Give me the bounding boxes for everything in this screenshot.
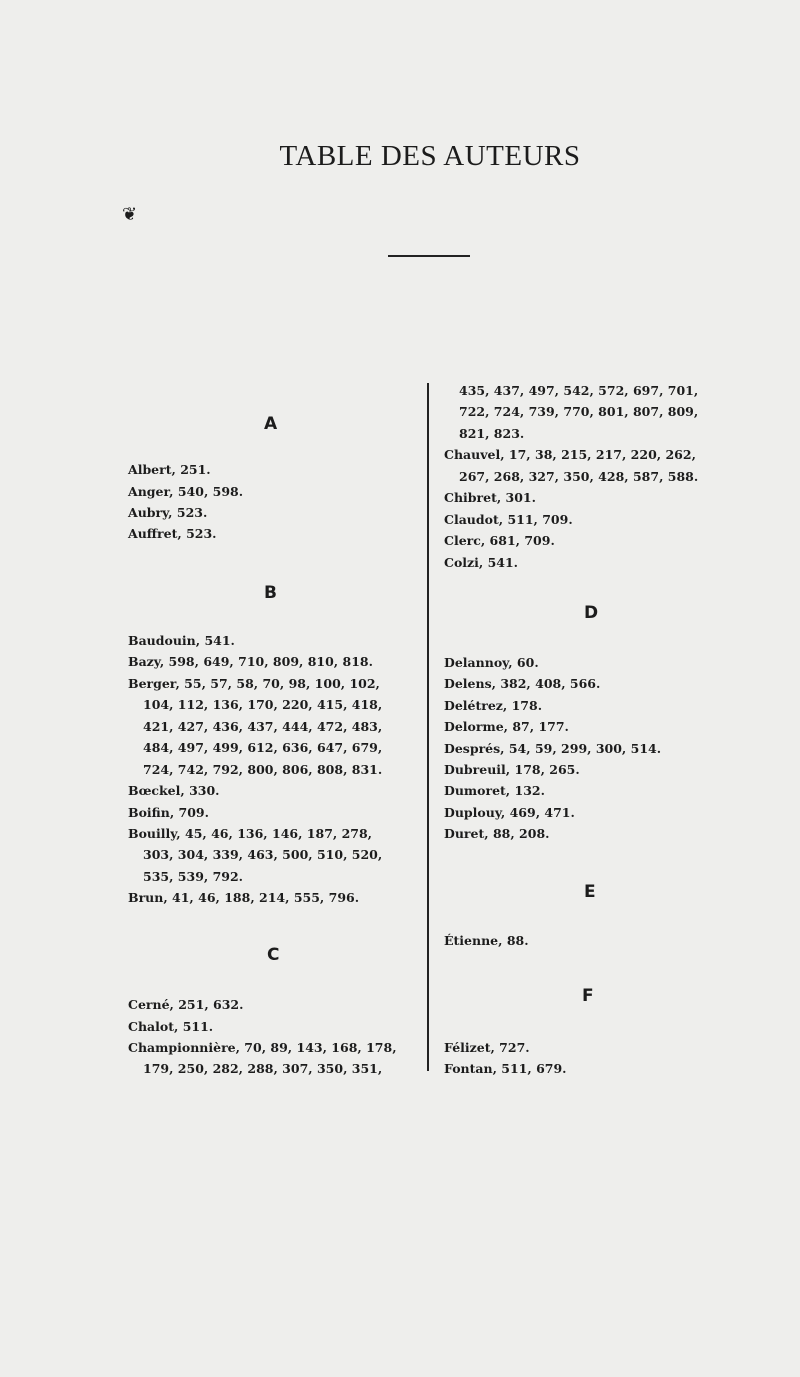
section-letter-a: A bbox=[264, 414, 278, 434]
section-letter-d: D bbox=[584, 603, 599, 623]
section-letter-f: F bbox=[582, 986, 594, 1006]
index-entry-continuation: 267, 268, 327, 350, 428, 587, 588. bbox=[459, 469, 699, 484]
title-rule bbox=[388, 255, 470, 257]
index-entry: Chalot, 511. bbox=[128, 1019, 214, 1034]
index-entry-continuation: 303, 304, 339, 463, 500, 510, 520, bbox=[143, 847, 383, 862]
index-entry: Albert, 251. bbox=[128, 462, 211, 477]
index-entry: Delens, 382, 408, 566. bbox=[444, 676, 601, 691]
index-entry-continuation: 724, 742, 792, 800, 806, 808, 831. bbox=[143, 762, 383, 777]
index-entry: Aubry, 523. bbox=[128, 505, 208, 520]
index-entry: Bazy, 598, 649, 710, 809, 810, 818. bbox=[128, 654, 373, 669]
index-entry: Cerné, 251, 632. bbox=[128, 997, 244, 1012]
index-entry: Bouilly, 45, 46, 136, 146, 187, 278, bbox=[128, 826, 373, 841]
column-divider bbox=[427, 383, 429, 1071]
index-entry-continuation: 104, 112, 136, 170, 220, 415, 418, bbox=[143, 697, 383, 712]
index-entry: Delétrez, 178. bbox=[444, 698, 543, 713]
index-entry: Fontan, 511, 679. bbox=[444, 1061, 567, 1076]
index-entry: Brun, 41, 46, 188, 214, 555, 796. bbox=[128, 890, 360, 905]
index-entry: Bœckel, 330. bbox=[128, 783, 220, 798]
index-entry: Chauvel, 17, 38, 215, 217, 220, 262, bbox=[444, 447, 696, 462]
index-entry: Delannoy, 60. bbox=[444, 655, 539, 670]
index-entry-continuation: 484, 497, 499, 612, 636, 647, 679, bbox=[143, 740, 383, 755]
index-entry: Auffret, 523. bbox=[128, 526, 217, 541]
index-entry-continuation: 535, 539, 792. bbox=[143, 869, 244, 884]
index-entry-continuation: 821, 823. bbox=[459, 426, 525, 441]
ornament-mark: ❦ bbox=[122, 204, 138, 225]
index-entry: Anger, 540, 598. bbox=[128, 484, 244, 499]
index-entry: Championnière, 70, 89, 143, 168, 178, bbox=[128, 1040, 397, 1055]
index-entry: Dumoret, 132. bbox=[444, 783, 545, 798]
index-entry: Baudouin, 541. bbox=[128, 633, 235, 648]
page-title: TABLE DES AUTEURS bbox=[279, 140, 581, 172]
index-entry-continuation: 179, 250, 282, 288, 307, 350, 351, bbox=[143, 1061, 383, 1076]
index-entry: Berger, 55, 57, 58, 70, 98, 100, 102, bbox=[128, 676, 380, 691]
index-entry: Dubreuil, 178, 265. bbox=[444, 762, 580, 777]
index-entry: Duret, 88, 208. bbox=[444, 826, 550, 841]
index-entry: Boifin, 709. bbox=[128, 805, 209, 820]
index-entry: Claudot, 511, 709. bbox=[444, 512, 573, 527]
index-entry: Delorme, 87, 177. bbox=[444, 719, 569, 734]
section-letter-c: C bbox=[267, 945, 280, 965]
index-entry-continuation: 435, 437, 497, 542, 572, 697, 701, bbox=[459, 383, 699, 398]
section-letter-e: E bbox=[584, 882, 596, 902]
index-entry-continuation: 421, 427, 436, 437, 444, 472, 483, bbox=[143, 719, 383, 734]
index-entry: Duplouy, 469, 471. bbox=[444, 805, 575, 820]
index-entry: Colzi, 541. bbox=[444, 555, 519, 570]
index-entry: Chibret, 301. bbox=[444, 490, 536, 505]
index-entry: Després, 54, 59, 299, 300, 514. bbox=[444, 741, 662, 756]
index-entry: Clerc, 681, 709. bbox=[444, 533, 555, 548]
section-letter-b: B bbox=[264, 583, 277, 603]
index-entry: Félizet, 727. bbox=[444, 1040, 530, 1055]
index-entry-continuation: 722, 724, 739, 770, 801, 807, 809, bbox=[459, 404, 699, 419]
index-entry: Étienne, 88. bbox=[444, 933, 529, 948]
